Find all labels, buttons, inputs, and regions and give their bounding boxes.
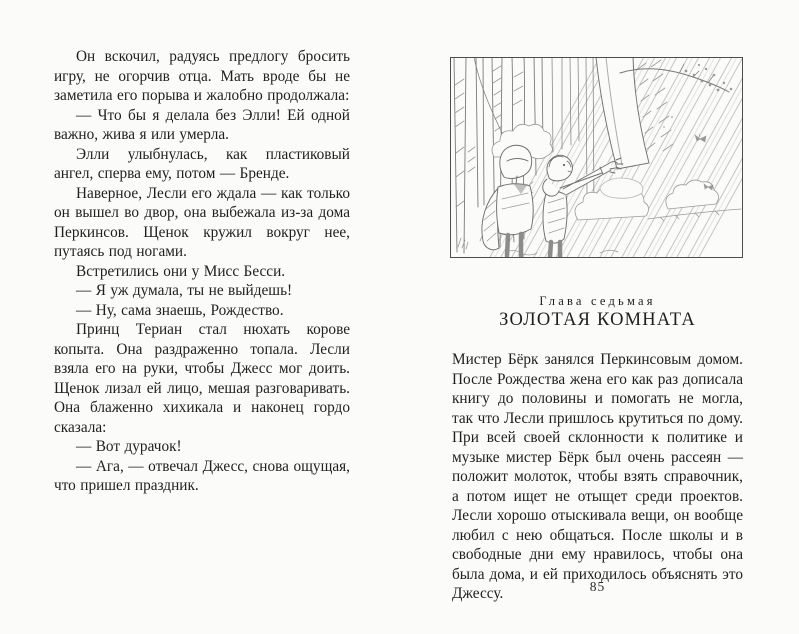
left-page-text xyxy=(54,47,350,496)
dialogue-paragraph: — Ага, — отвечал Джесс, снова ощущая, что пришел праздник. xyxy=(54,457,350,494)
dialogue-paragraph: — Я уж думала, ты не выйдешь! xyxy=(76,282,293,299)
paragraph: Мистер Бёрк занялся Перкинсовым домом. После Рождества жена его как раз дописала книгу до половины и помогать не могла, так что Лесли пришлось крутиться по дому. При всей своей склонности к политике и музыке мистер Бёрк был очень рассеян — положит молоток, чтобы взять справочник, а потом ищет не отыщет среди проектов. Лесли хорошо отыскивала вещи, он вообще любил с нею общаться. После школы и в свободные дни ему нравилось, чтобы она была дома, и ей приходилось объяснять это Джессу. xyxy=(452,351,743,602)
dialogue-paragraph: — Вот дурачок! xyxy=(76,438,182,455)
forest-illustration xyxy=(450,57,743,258)
chapter-label: Глава седьмая xyxy=(539,294,656,308)
forest-illustration-svg xyxy=(450,57,743,258)
page-number: 85 xyxy=(589,579,606,594)
chapter-title: ЗОЛОТАЯ КОМНАТА xyxy=(499,310,696,330)
dialogue-paragraph: — Что бы я делала без Элли! Ей одной важно, жива я или умерла. xyxy=(54,106,350,143)
girl-figure-icon xyxy=(482,145,533,256)
paragraph: Принц Териан стал нюхать корове копыта. Она раздраженно топала. Лесли взяла его на руки, чтобы Джесс мог доить. Щенок лизал ей лицо, мешая разговаривать. Она блаженно хихикала и наконец гордо сказала: xyxy=(54,321,350,436)
right-page-text xyxy=(452,350,743,604)
paragraph: Встретились они у Мисс Бесси. xyxy=(76,262,286,280)
paragraph: Наверное, Лесли его ждала — как только он вышел во двор, она выбежала из-за дома Перкинсов. Щенок кружил вокруг нее, путаясь под ногами. xyxy=(54,184,350,260)
dialogue-paragraph: — Ну, сама знаешь, Рождество. xyxy=(76,301,284,319)
butterfly-icon xyxy=(663,116,713,190)
paragraph: Он вскочил, радуясь предлогу бросить игру, не огорчив отца. Мать вроде бы не заметила его порыва и жалобно продолжала: xyxy=(54,48,350,104)
paragraph: Элли улыбнулась, как пластиковый ангел, сперва ему, потом — Бренде. xyxy=(54,145,350,182)
